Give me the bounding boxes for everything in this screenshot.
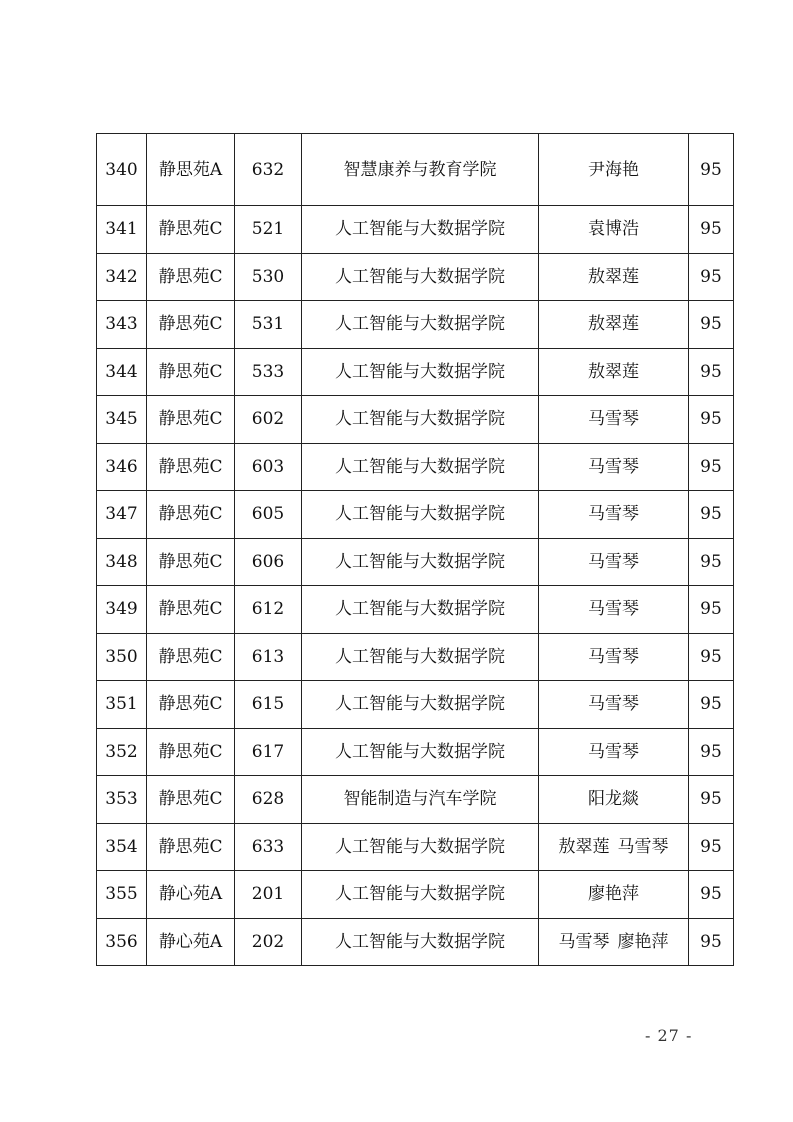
college-cell: 人工智能与大数据学院: [302, 823, 539, 871]
score-cell: 95: [689, 823, 734, 871]
teacher-name: 马雪琴: [617, 836, 669, 857]
table-row: [97, 348, 734, 396]
table-row: [97, 776, 734, 824]
room-number-cell: 617: [235, 728, 302, 776]
college-cell: 人工智能与大数据学院: [302, 348, 539, 396]
room-number-cell: 531: [235, 301, 302, 349]
score-cell: 95: [689, 538, 734, 586]
score-cell: 95: [689, 301, 734, 349]
building-cell: 静思苑C: [147, 633, 235, 681]
room-number-cell: 605: [235, 491, 302, 539]
row-number-cell: 353: [97, 776, 147, 824]
teacher-name: 阳龙燚: [588, 789, 639, 810]
college-cell: 人工智能与大数据学院: [302, 633, 539, 681]
score-cell: 95: [689, 206, 734, 254]
table-row: [97, 586, 734, 634]
teacher-name-cell: [539, 134, 689, 206]
room-number-cell: 612: [235, 586, 302, 634]
row-number-cell: 356: [97, 918, 147, 966]
room-number-cell: 202: [235, 918, 302, 966]
row-number-cell: 343: [97, 301, 147, 349]
building-cell: 静思苑C: [147, 538, 235, 586]
row-number-cell: 352: [97, 728, 147, 776]
teacher-name: 马雪琴: [588, 456, 639, 477]
teacher-name-cell: [539, 301, 689, 349]
college-cell: 人工智能与大数据学院: [302, 443, 539, 491]
building-cell: 静思苑C: [147, 253, 235, 301]
table-row: [97, 871, 734, 919]
row-number-cell: 342: [97, 253, 147, 301]
table-row: [97, 491, 734, 539]
room-number-cell: 533: [235, 348, 302, 396]
building-cell: 静心苑A: [147, 871, 235, 919]
building-cell: 静思苑C: [147, 681, 235, 729]
table-row: [97, 443, 734, 491]
teacher-name: 马雪琴: [588, 646, 639, 667]
room-number-cell: 613: [235, 633, 302, 681]
teacher-name: 敖翠莲: [588, 314, 639, 335]
teacher-name-cell: [539, 538, 689, 586]
teacher-name-cell: [539, 918, 689, 966]
score-cell: 95: [689, 918, 734, 966]
room-number-cell: 602: [235, 396, 302, 444]
table-row: [97, 918, 734, 966]
score-cell: 95: [689, 443, 734, 491]
building-cell: 静思苑C: [147, 728, 235, 776]
table-row: [97, 134, 734, 206]
page-number: - 27 -: [645, 1026, 693, 1045]
room-number-cell: 633: [235, 823, 302, 871]
teacher-name-cell: [539, 348, 689, 396]
teacher-name: 马雪琴: [588, 551, 639, 572]
table-row: [97, 681, 734, 729]
table-row: [97, 538, 734, 586]
room-number-cell: 615: [235, 681, 302, 729]
college-cell: 人工智能与大数据学院: [302, 206, 539, 254]
dormitory-score-table: [96, 133, 734, 966]
teacher-name-cell: [539, 206, 689, 254]
score-cell: 95: [689, 253, 734, 301]
teacher-name: 廖艳萍: [588, 884, 639, 905]
score-cell: 95: [689, 728, 734, 776]
row-number-cell: 341: [97, 206, 147, 254]
building-cell: 静思苑C: [147, 206, 235, 254]
college-cell: 人工智能与大数据学院: [302, 586, 539, 634]
row-number-cell: 344: [97, 348, 147, 396]
college-cell: 人工智能与大数据学院: [302, 871, 539, 919]
row-number-cell: 346: [97, 443, 147, 491]
college-cell: 人工智能与大数据学院: [302, 538, 539, 586]
building-cell: 静思苑A: [147, 134, 235, 206]
room-number-cell: 606: [235, 538, 302, 586]
teacher-name-cell: [539, 776, 689, 824]
score-cell: 95: [689, 586, 734, 634]
teacher-name: 马雪琴: [558, 931, 610, 952]
room-number-cell: 632: [235, 134, 302, 206]
room-number-cell: 530: [235, 253, 302, 301]
teacher-name-cell: [539, 491, 689, 539]
building-cell: 静心苑A: [147, 918, 235, 966]
teacher-name-cell: [539, 633, 689, 681]
teacher-name: 马雪琴: [588, 409, 639, 430]
building-cell: 静思苑C: [147, 776, 235, 824]
table-body: [97, 134, 734, 966]
building-cell: 静思苑C: [147, 348, 235, 396]
teacher-name-cell: [539, 396, 689, 444]
teacher-name: 敖翠莲: [558, 836, 610, 857]
teacher-name: 马雪琴: [588, 741, 639, 762]
room-number-cell: 521: [235, 206, 302, 254]
room-number-cell: 201: [235, 871, 302, 919]
row-number-cell: 349: [97, 586, 147, 634]
teacher-name: 廖艳萍: [617, 931, 669, 952]
row-number-cell: 340: [97, 134, 147, 206]
college-cell: 人工智能与大数据学院: [302, 396, 539, 444]
teacher-name: 马雪琴: [588, 504, 639, 525]
teacher-name-cell: [539, 681, 689, 729]
teacher-name-cell: [539, 871, 689, 919]
score-cell: 95: [689, 776, 734, 824]
college-cell: 人工智能与大数据学院: [302, 491, 539, 539]
teacher-name-cell: [539, 823, 689, 871]
room-number-cell: 603: [235, 443, 302, 491]
room-number-cell: 628: [235, 776, 302, 824]
teacher-name: 马雪琴: [588, 694, 639, 715]
row-number-cell: 350: [97, 633, 147, 681]
teacher-name-cell: [539, 443, 689, 491]
building-cell: 静思苑C: [147, 396, 235, 444]
building-cell: 静思苑C: [147, 586, 235, 634]
teacher-name: 敖翠莲: [588, 361, 639, 382]
score-cell: 95: [689, 491, 734, 539]
table-row: [97, 823, 734, 871]
building-cell: 静思苑C: [147, 301, 235, 349]
teacher-name-cell: [539, 253, 689, 301]
college-cell: 人工智能与大数据学院: [302, 918, 539, 966]
teacher-name: 尹海艳: [588, 159, 639, 180]
teacher-name-cell: [539, 728, 689, 776]
college-cell: 智能制造与汽车学院: [302, 776, 539, 824]
row-number-cell: 354: [97, 823, 147, 871]
college-cell: 智慧康养与教育学院: [302, 134, 539, 206]
teacher-name-cell: [539, 586, 689, 634]
row-number-cell: 348: [97, 538, 147, 586]
building-cell: 静思苑C: [147, 823, 235, 871]
table-row: [97, 396, 734, 444]
score-cell: 95: [689, 134, 734, 206]
score-cell: 95: [689, 396, 734, 444]
teacher-name: 马雪琴: [588, 599, 639, 620]
building-cell: 静思苑C: [147, 491, 235, 539]
table-row: [97, 633, 734, 681]
teacher-name: 敖翠莲: [588, 266, 639, 287]
row-number-cell: 347: [97, 491, 147, 539]
college-cell: 人工智能与大数据学院: [302, 728, 539, 776]
table-row: [97, 253, 734, 301]
score-cell: 95: [689, 348, 734, 396]
college-cell: 人工智能与大数据学院: [302, 301, 539, 349]
row-number-cell: 355: [97, 871, 147, 919]
row-number-cell: 351: [97, 681, 147, 729]
score-cell: 95: [689, 871, 734, 919]
score-cell: 95: [689, 681, 734, 729]
table-row: [97, 206, 734, 254]
college-cell: 人工智能与大数据学院: [302, 681, 539, 729]
table-row: [97, 728, 734, 776]
college-cell: 人工智能与大数据学院: [302, 253, 539, 301]
row-number-cell: 345: [97, 396, 147, 444]
teacher-name: 袁博浩: [588, 219, 639, 240]
score-cell: 95: [689, 633, 734, 681]
table-row: [97, 301, 734, 349]
building-cell: 静思苑C: [147, 443, 235, 491]
